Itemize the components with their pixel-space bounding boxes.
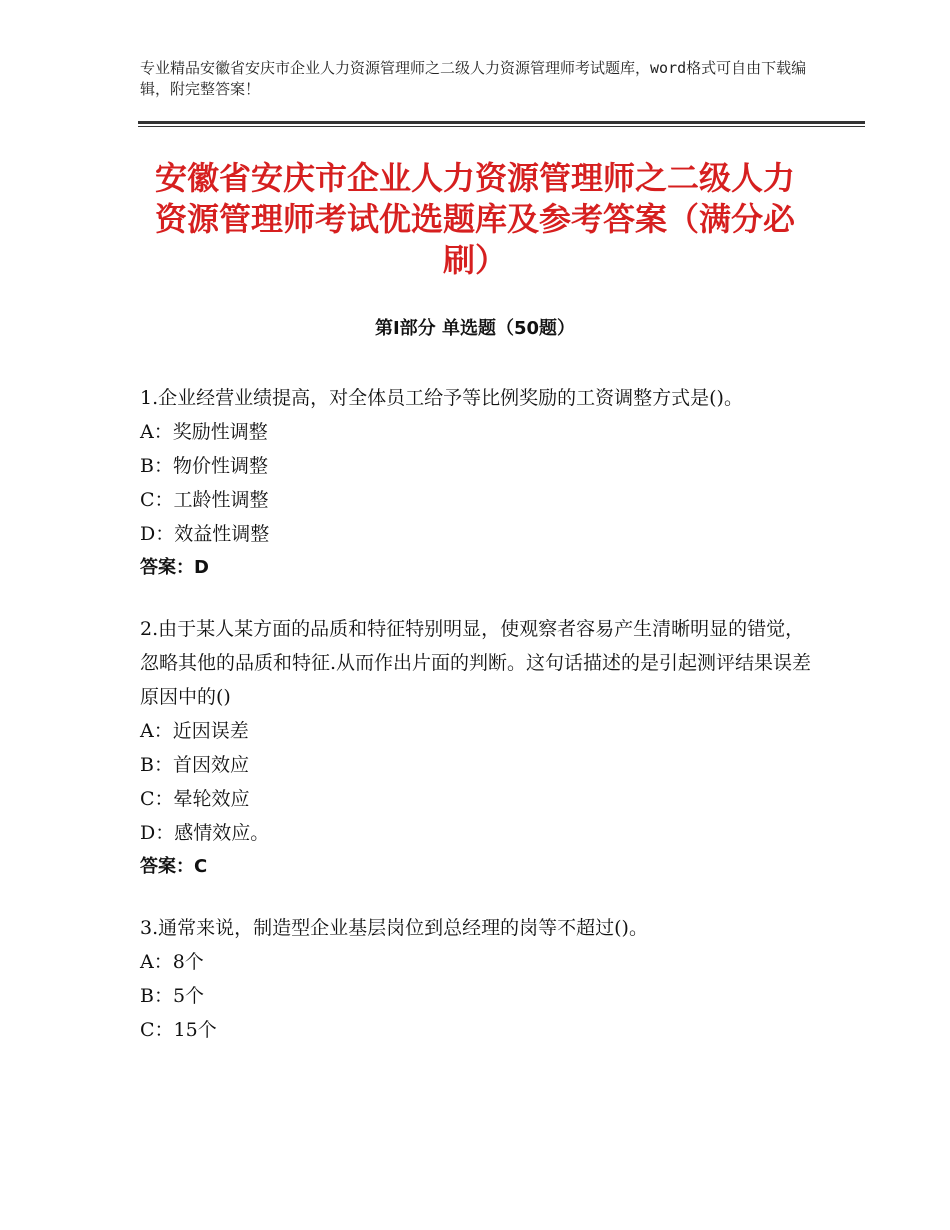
option-a: A：近因误差 [140, 720, 249, 742]
header-note: 专业精品安徽省安庆市企业人力资源管理师之二级人力资源管理师考试题库，word格式可自由下载编辑，附完整答案！ [140, 59, 807, 98]
option-b: B：5个 [140, 985, 205, 1007]
option-d: D：效益性调整 [140, 523, 270, 545]
question-3 [140, 911, 815, 1047]
question-2 [140, 612, 815, 884]
option-b: B：首因效应 [140, 754, 249, 776]
section-heading: 第Ⅰ部分 单选题（50题） [374, 318, 575, 339]
question-list [140, 381, 815, 1074]
question-1 [140, 381, 815, 585]
question-stem: 1.企业经营业绩提高，对全体员工给予等比例奖励的工资调整方式是()。 [140, 387, 743, 409]
question-stem: 2.由于某人某方面的品质和特征特别明显，使观察者容易产生清晰明显的错觉，忽略其他的品质和特征.从而作出片面的判断。这句话描述的是引起测评结果误差原因中的() [140, 618, 812, 708]
option-b: B：物价性调整 [140, 455, 268, 477]
header-divider-thin [138, 126, 865, 127]
answer-label: 答案：D [140, 557, 209, 578]
option-c: C：晕轮效应 [140, 788, 250, 810]
option-d: D：感情效应。 [140, 822, 270, 844]
answer-label: 答案：C [140, 856, 208, 877]
option-a: A：8个 [140, 951, 204, 973]
document-title: 安徽省安庆市企业人力资源管理师之二级人力资源管理师考试优选题库及参考答案（满分必刷） [154, 159, 795, 279]
option-c: C：工龄性调整 [140, 489, 269, 511]
header-divider-thick [138, 121, 865, 124]
option-c: C：15个 [140, 1019, 217, 1041]
option-a: A：奖励性调整 [140, 421, 268, 443]
question-stem: 3.通常来说，制造型企业基层岗位到总经理的岗等不超过()。 [140, 917, 648, 939]
